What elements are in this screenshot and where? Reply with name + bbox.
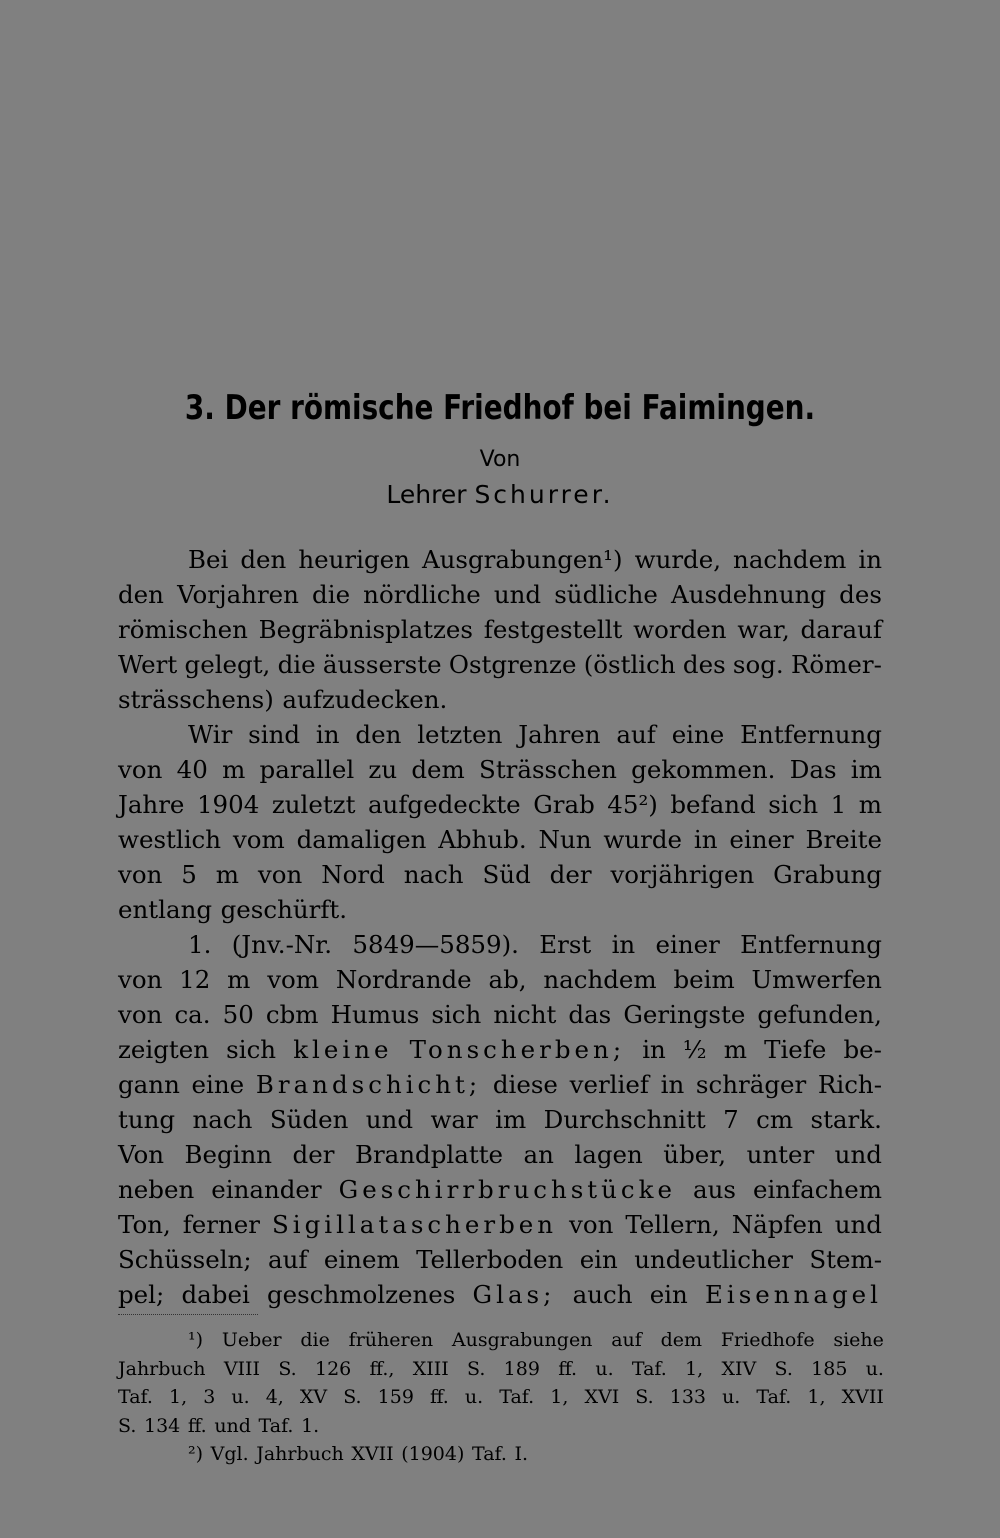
body-word: Das <box>789 755 837 784</box>
body-word: 5 <box>181 860 197 889</box>
body-line <box>118 1032 882 1067</box>
body-word: cbm <box>265 1000 319 1029</box>
body-word: letzten <box>417 720 503 749</box>
body-word: äusserste <box>322 650 442 679</box>
body-word: 7 <box>723 1105 739 1134</box>
article-title: 3. Der römische Friedhof bei Faimingen. <box>184 388 816 428</box>
body-word: aus <box>693 1175 736 1204</box>
body-word: südliche <box>554 580 658 609</box>
footnote-word: Taf. <box>756 1386 792 1408</box>
author-prefix: Lehrer <box>386 480 467 509</box>
body-word: Ausdehnung <box>671 580 827 609</box>
body-word: Jahre <box>118 790 185 819</box>
body-word: dabei <box>181 1280 250 1309</box>
body-word: Ausgrabungen¹) <box>421 545 623 574</box>
body-line <box>118 892 882 927</box>
body-word: Begräbnisplatzes <box>258 615 473 644</box>
body-word: einfachem <box>752 1175 882 1204</box>
body-word: Geschirrbruchstücke <box>338 1175 676 1204</box>
body-word: (östlich <box>583 650 676 679</box>
footnote-word: u. <box>865 1357 884 1380</box>
body-word: heurigen <box>298 545 410 574</box>
body-word: in <box>660 1070 685 1099</box>
body-word: 5849—5859). <box>352 930 519 959</box>
body-word: im <box>850 755 882 784</box>
body-word: nicht <box>493 1000 557 1029</box>
body-word: nach <box>192 1105 253 1134</box>
body-word: auf <box>267 1245 308 1274</box>
body-word: unter <box>746 1140 815 1169</box>
body-word: lagen <box>574 1140 643 1169</box>
footnote-line <box>118 1440 884 1469</box>
body-word: m <box>222 755 246 784</box>
footnote-word: auf <box>611 1329 642 1351</box>
footnote-word: XIV <box>721 1357 757 1380</box>
body-word: entlang <box>118 895 213 924</box>
body-word: gelegt, <box>184 650 271 679</box>
body-word: Strässchen <box>479 755 617 784</box>
footnote-word: dem <box>660 1329 703 1351</box>
body-word: festgestellt <box>483 615 623 644</box>
footnote-word: u. <box>464 1386 484 1408</box>
body-line <box>118 1277 882 1312</box>
footnote-word: Vgl. <box>210 1443 249 1465</box>
footnote-word: ff. <box>558 1357 578 1380</box>
body-word: m <box>215 860 240 889</box>
body-word: Wert <box>118 650 178 679</box>
body-word: einer <box>655 930 720 959</box>
body-word: sich <box>768 790 819 819</box>
body-word: vom <box>267 965 320 994</box>
body-word: und <box>834 1140 882 1169</box>
footnote-word: ²) <box>188 1443 204 1465</box>
body-word: Grabung <box>773 860 882 889</box>
body-word: Entfernung <box>740 720 882 749</box>
body-word: an <box>523 1140 554 1169</box>
body-word: Nun <box>538 825 592 854</box>
body-word: Entfernung <box>740 930 882 959</box>
body-word: schräger <box>695 1070 807 1099</box>
body-word: tung <box>118 1105 176 1134</box>
body-word: von <box>569 1210 614 1239</box>
footnote-word: ff. <box>429 1386 449 1408</box>
footnote-word: Taf. <box>258 1414 294 1437</box>
body-line <box>118 787 882 822</box>
body-word: die <box>277 650 316 679</box>
footnote-word: (1904) <box>401 1443 465 1465</box>
body-word: verlief <box>569 1070 649 1099</box>
footnote-word: Jahrbuch <box>118 1357 206 1380</box>
body-word: auch <box>572 1280 633 1309</box>
body-word: der <box>549 860 592 889</box>
body-word: m <box>858 790 882 819</box>
body-word: gekommen. <box>631 755 776 784</box>
footnote-divider <box>118 1314 258 1315</box>
body-line <box>118 1102 882 1137</box>
footnote-word: XV <box>299 1386 328 1408</box>
footnote-word: ¹) <box>188 1329 204 1351</box>
body-word: Süden <box>269 1105 349 1134</box>
body-word: Nordrande <box>335 965 472 994</box>
body-word: be- <box>843 1035 882 1064</box>
body-word: Abhub. <box>438 825 527 854</box>
body-word: Wir <box>188 720 233 749</box>
body-word: geschmolzenes <box>267 1280 456 1309</box>
body-word: nördliche <box>363 580 481 609</box>
footnote-word: u. <box>231 1386 250 1408</box>
body-line <box>118 857 882 892</box>
body-word: Brandschicht; <box>255 1070 482 1099</box>
body-word: Tiefe <box>764 1035 827 1064</box>
footnote-word: XVII <box>841 1386 884 1408</box>
body-word: damaligen <box>296 825 427 854</box>
body-word: Näpfen <box>731 1210 823 1239</box>
footnote-word: Taf. <box>499 1386 535 1408</box>
body-word: dem <box>411 755 465 784</box>
body-word: nach <box>403 860 464 889</box>
body-word: des <box>682 650 726 679</box>
body-word: zeigten <box>118 1035 210 1064</box>
body-word: Schüsseln; <box>118 1245 252 1274</box>
footnote-word: Taf. <box>631 1357 667 1380</box>
body-word: wurde, <box>634 545 722 574</box>
body-word: Grab <box>533 790 595 819</box>
body-word: (Jnv.-Nr. <box>231 930 333 959</box>
footnote-word: S. <box>343 1386 362 1408</box>
body-word: in <box>693 825 718 854</box>
body-line <box>118 927 882 962</box>
body-word: von <box>118 1000 163 1029</box>
body-word: einem <box>323 1245 400 1274</box>
body-word: zuletzt <box>271 790 356 819</box>
footnote-word: 1, <box>685 1357 704 1380</box>
body-line <box>118 752 882 787</box>
body-word: einer <box>729 825 794 854</box>
body-word: vorjährigen <box>610 860 755 889</box>
body-word: eine <box>191 1070 245 1099</box>
body-word: des <box>839 580 882 609</box>
footnote-line <box>118 1383 884 1412</box>
footnote-word: ff. <box>187 1414 207 1437</box>
footnote-word: 1. <box>301 1414 320 1437</box>
body-word: diese <box>492 1070 558 1099</box>
body-word: und <box>365 1105 414 1134</box>
body-word: Nord <box>321 860 385 889</box>
body-word: zu <box>368 755 398 784</box>
body-word: 50 <box>222 1000 254 1029</box>
body-line <box>118 612 882 647</box>
body-word: cm <box>756 1105 794 1134</box>
body-word: von <box>257 860 303 889</box>
body-word: ein <box>649 1280 688 1309</box>
footnote-word: 3 <box>203 1386 216 1408</box>
body-word: 1904 <box>196 790 260 819</box>
body-word: gefunden, <box>757 1000 882 1029</box>
author-name: Schurrer. <box>474 480 614 509</box>
body-word: befand <box>670 790 756 819</box>
body-word: war, <box>737 615 790 644</box>
body-word: kleine <box>293 1035 393 1064</box>
body-word: ca. <box>174 1000 211 1029</box>
footnote-word: 159 <box>377 1386 414 1408</box>
footnote-word: Ausgrabungen <box>451 1329 593 1351</box>
body-word: Süd <box>482 860 531 889</box>
body-word: Erst <box>539 930 592 959</box>
body-word: die <box>312 580 351 609</box>
body-word: sind <box>248 720 301 749</box>
body-word: Breite <box>805 825 882 854</box>
body-line <box>118 822 882 857</box>
footnote-word: 185 <box>811 1357 848 1380</box>
body-word: in <box>642 1035 666 1064</box>
body-word: Eisennagel <box>705 1280 882 1309</box>
body-line <box>118 682 882 717</box>
body-word: einander <box>211 1175 322 1204</box>
body-word: den <box>118 580 164 609</box>
body-word: von <box>118 755 163 784</box>
body-word: ein <box>579 1245 618 1274</box>
body-word: pel; <box>118 1280 165 1309</box>
body-word: m <box>723 1035 748 1064</box>
body-word: wurde <box>603 825 683 854</box>
body-word: darauf <box>800 615 882 644</box>
body-word: Stem- <box>809 1245 882 1274</box>
body-line <box>118 962 882 997</box>
body-word: eine <box>671 720 725 749</box>
author-line <box>0 480 1000 509</box>
body-word: sich <box>226 1035 277 1064</box>
body-word: über, <box>663 1140 727 1169</box>
footnote-word: die <box>300 1329 330 1351</box>
footnote-word: Taf. <box>472 1443 507 1465</box>
body-word: sog. <box>732 650 784 679</box>
body-word: ferner <box>182 1210 260 1239</box>
body-word: geschürft. <box>220 895 348 924</box>
footnote-word: und <box>214 1414 251 1437</box>
body-word: ab, <box>488 965 527 994</box>
footnote-word: u. <box>595 1357 614 1380</box>
body-line <box>118 542 882 577</box>
footnote-word: S. <box>774 1357 793 1380</box>
body-word: römischen <box>118 615 248 644</box>
body-word: von <box>118 860 163 889</box>
body-word: der <box>292 1140 335 1169</box>
body-word: Römer- <box>790 650 882 679</box>
footnote-word: 1, <box>168 1386 188 1408</box>
body-word: war <box>430 1105 478 1134</box>
footnote-line <box>118 1326 884 1355</box>
body-word: neben <box>118 1175 195 1204</box>
body-word: Vorjahren <box>177 580 299 609</box>
body-line <box>118 997 882 1032</box>
footnotes <box>118 1326 884 1469</box>
body-word: parallel <box>259 755 355 784</box>
footnote-word: siehe <box>833 1329 884 1351</box>
body-word: in <box>315 720 340 749</box>
body-word: Glas; <box>472 1280 556 1309</box>
body-line <box>118 1172 882 1207</box>
body-word: in <box>858 545 882 574</box>
body-word: Humus <box>330 1000 420 1029</box>
body-word: Ostgrenze <box>448 650 577 679</box>
body-word: Rich- <box>817 1070 882 1099</box>
body-word: und <box>493 580 542 609</box>
byline-von: Von <box>479 447 521 472</box>
body-word: beim <box>673 965 735 994</box>
body-word: das <box>568 1000 612 1029</box>
body-word: stark. <box>810 1105 882 1134</box>
footnote-word: I. <box>514 1443 529 1465</box>
body-word: Umwerfen <box>751 965 882 994</box>
body-word: Durchschnitt <box>543 1105 706 1134</box>
footnote-word: 133 <box>669 1386 706 1408</box>
footnote-word: S. <box>118 1414 137 1437</box>
body-line <box>118 1242 882 1277</box>
footnote-word: S. <box>278 1357 297 1380</box>
body-word: in <box>611 930 636 959</box>
body-line <box>118 1207 882 1242</box>
body-word: Ton, <box>118 1210 171 1239</box>
body-word: Tellerboden <box>416 1245 564 1274</box>
footnote-line <box>118 1355 884 1384</box>
body-word: m <box>227 965 251 994</box>
footnote-word: XVII <box>351 1443 394 1465</box>
body-word: worden <box>633 615 727 644</box>
body-word: aufzudecken. <box>282 685 448 714</box>
body-word: Tonscherben; <box>409 1035 626 1064</box>
body-word: 45²) <box>607 790 658 819</box>
body-line <box>118 577 882 612</box>
footnote-word: früheren <box>348 1329 434 1351</box>
body-line <box>118 647 882 682</box>
body-word: undeutlicher <box>634 1245 793 1274</box>
footnote-word: 1, <box>807 1386 826 1408</box>
footnote-word: Jahrbuch <box>256 1443 344 1465</box>
body-text <box>118 542 882 1312</box>
body-word: auf <box>616 720 656 749</box>
body-word: 40 <box>176 755 208 784</box>
body-word: den <box>240 545 287 574</box>
body-word: 1. <box>188 930 212 959</box>
footnote-word: Taf. <box>118 1386 153 1408</box>
body-word: den <box>355 720 402 749</box>
footnote-word: 4, <box>265 1386 284 1408</box>
body-word: nachdem <box>543 965 657 994</box>
body-line <box>118 1067 882 1102</box>
body-word: nachdem <box>733 545 847 574</box>
footnote-word: VIII <box>223 1357 261 1380</box>
body-word: Jahren <box>518 720 601 749</box>
body-word: Geringste <box>623 1000 746 1029</box>
footnote-line <box>118 1412 884 1441</box>
footnote-word: Friedhofe <box>720 1329 815 1351</box>
body-line <box>118 717 882 752</box>
body-word: Von <box>118 1140 164 1169</box>
footnote-word: 1, <box>550 1386 569 1408</box>
body-word: Sigillatascherben <box>271 1210 558 1239</box>
footnote-word: u. <box>722 1386 741 1408</box>
body-word: gann <box>118 1070 180 1099</box>
body-word: 12 <box>179 965 211 994</box>
footnote-word: 126 <box>314 1357 352 1380</box>
footnote-word: XVI <box>584 1386 620 1408</box>
body-word: strässchens) <box>118 685 274 714</box>
footnote-word: S. <box>467 1357 486 1380</box>
footnote-word: S. <box>635 1386 654 1408</box>
body-word: 1 <box>830 790 847 819</box>
footnote-word: 189 <box>503 1357 540 1380</box>
body-word: vom <box>232 825 285 854</box>
footnote-word: Ueber <box>221 1329 282 1351</box>
body-word: von <box>118 965 163 994</box>
body-word: Bei <box>188 545 229 574</box>
footnote-word: ff., <box>369 1357 395 1380</box>
footnote-word: XIII <box>412 1357 449 1380</box>
body-word: Brandplatte <box>354 1140 504 1169</box>
body-word: sich <box>431 1000 482 1029</box>
footnote-word: 134 <box>143 1414 181 1437</box>
body-word: im <box>495 1105 527 1134</box>
body-word: westlich <box>118 825 222 854</box>
body-word: aufgedeckte <box>367 790 521 819</box>
body-word: ½ <box>682 1035 707 1064</box>
body-word: Tellern, <box>625 1210 720 1239</box>
body-word: Beginn <box>184 1140 273 1169</box>
body-line <box>118 1137 882 1172</box>
body-word: und <box>834 1210 882 1239</box>
